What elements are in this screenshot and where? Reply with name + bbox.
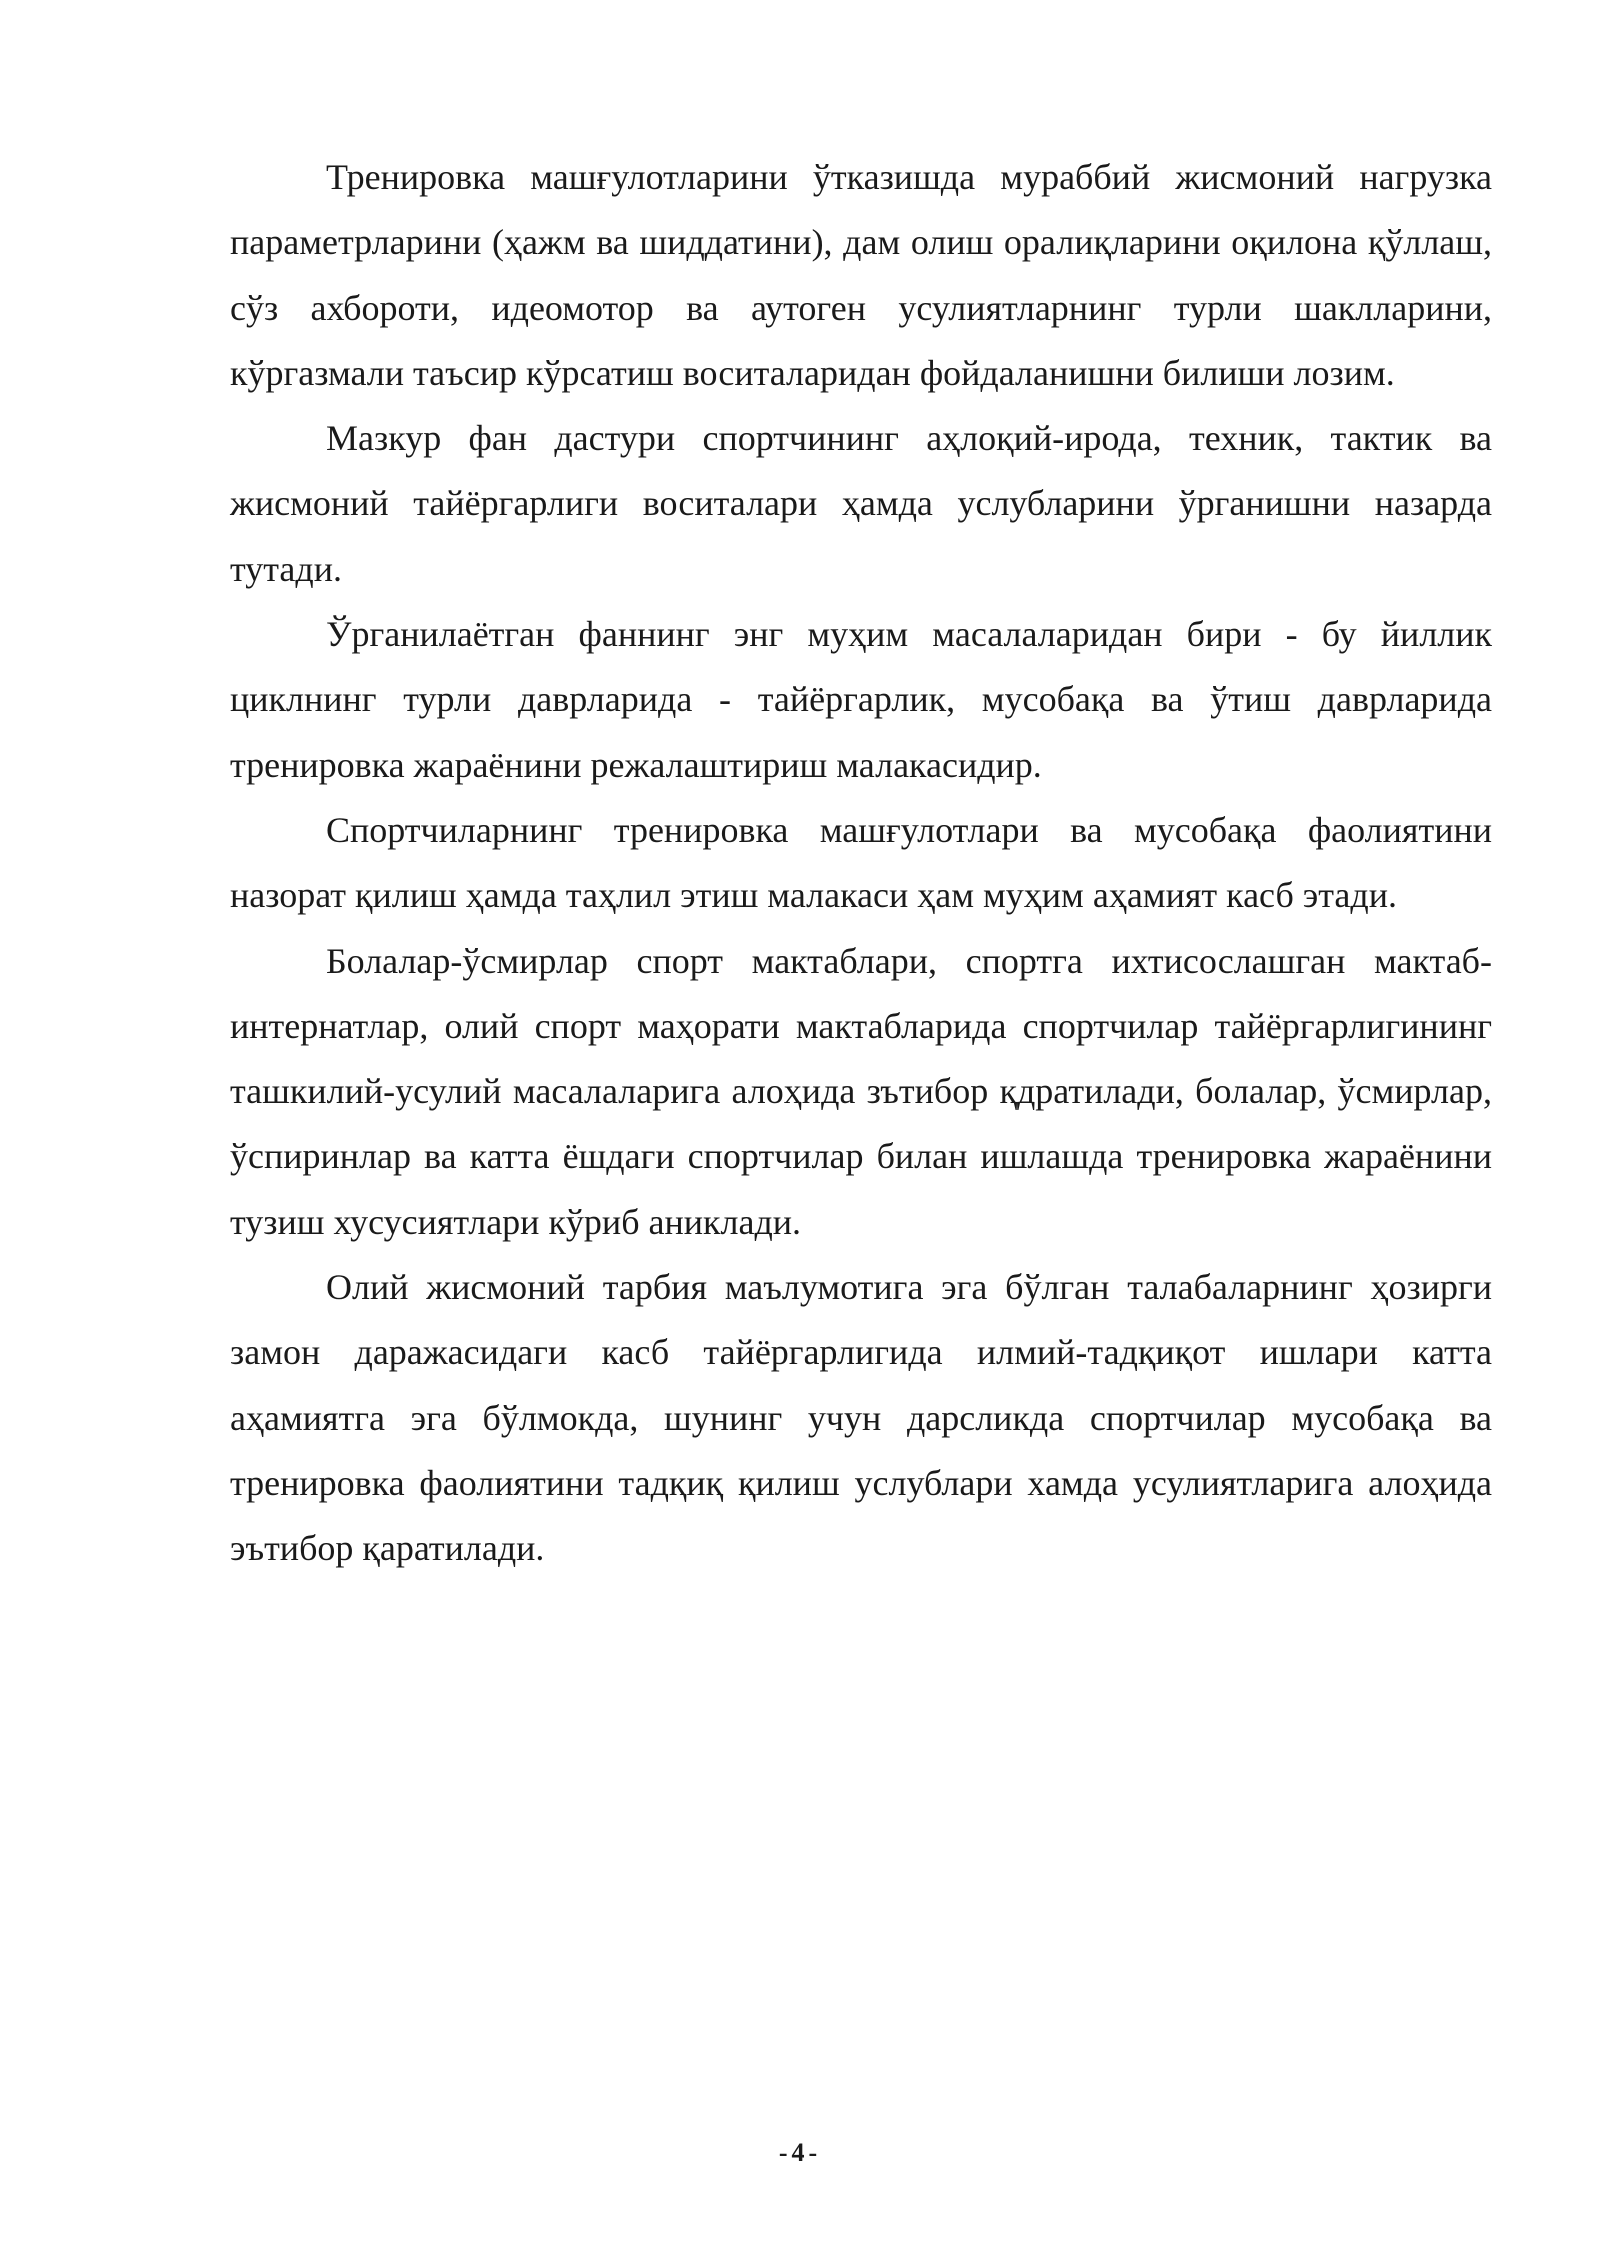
paragraph: Спортчиларнинг тренировка машғулотлари ва мусобақа фаолиятини назорат қилиш ҳамда таҳлил этиш малакаси ҳам муҳим аҳамият касб этади.: [230, 809, 1492, 916]
paragraph: Мазкур фан дастури спортчининг аҳлоқий-ирода, техник, тактик ва жисмоний тайёргарлиги воситалари ҳамда услубларини ўрганишни назарда тутади.: [230, 418, 1492, 589]
document-body: [230, 145, 1492, 1582]
paragraph: Олий жисмоний тарбия маълумотига эга бўлган талабаларнинг ҳозирги замон даражасидаги касб тайёргарлигида илмий-тадқиқот ишлари катта аҳамиятга эга бўлмокда, шунинг учун дарсликда спортчилар мусобақа ва тренировка фаолиятини тадқиқ қилиш услублари хамда усулиятларига алоҳида эътибор қаратилади.: [230, 1267, 1492, 1569]
paragraph: Тренировка машғулотларини ўтказишда мураббий жисмоний нагрузка параметрларини (ҳажм ва шиддатини), дам олиш оралиқларини оқилона қўллаш, сўз ахбороти, идеомотор ва аутоген усулиятларнинг турли шаклларини, кўргазмали таъсир кўрсатиш воситаларидан фойдаланишни билиши лозим.: [230, 157, 1492, 393]
page-number: -4-: [778, 2138, 822, 2167]
paragraph: Болалар-ўсмирлар спорт мактаблари, спортга ихтисослашган мактаб-интернатлар, олий спорт маҳорати мактабларида спортчилар тайёргарлигининг ташкилий-усулий масалаларига алоҳида зътибор қдратилади, болалар, ўсмирлар, ўспиринлар ва катта ёшдаги спортчилар билан ишлашда тренировка жараёнини тузиш хусусиятлари кўриб аниклади.: [230, 940, 1492, 1242]
paragraph: Ўрганилаётган фаннинг энг муҳим масалаларидан бири - бу йиллик циклнинг турли даврларида - тайёргарлик, мусобақа ва ўтиш даврларида тренировка жараёнини режалаштириш малакасидир.: [230, 614, 1492, 785]
